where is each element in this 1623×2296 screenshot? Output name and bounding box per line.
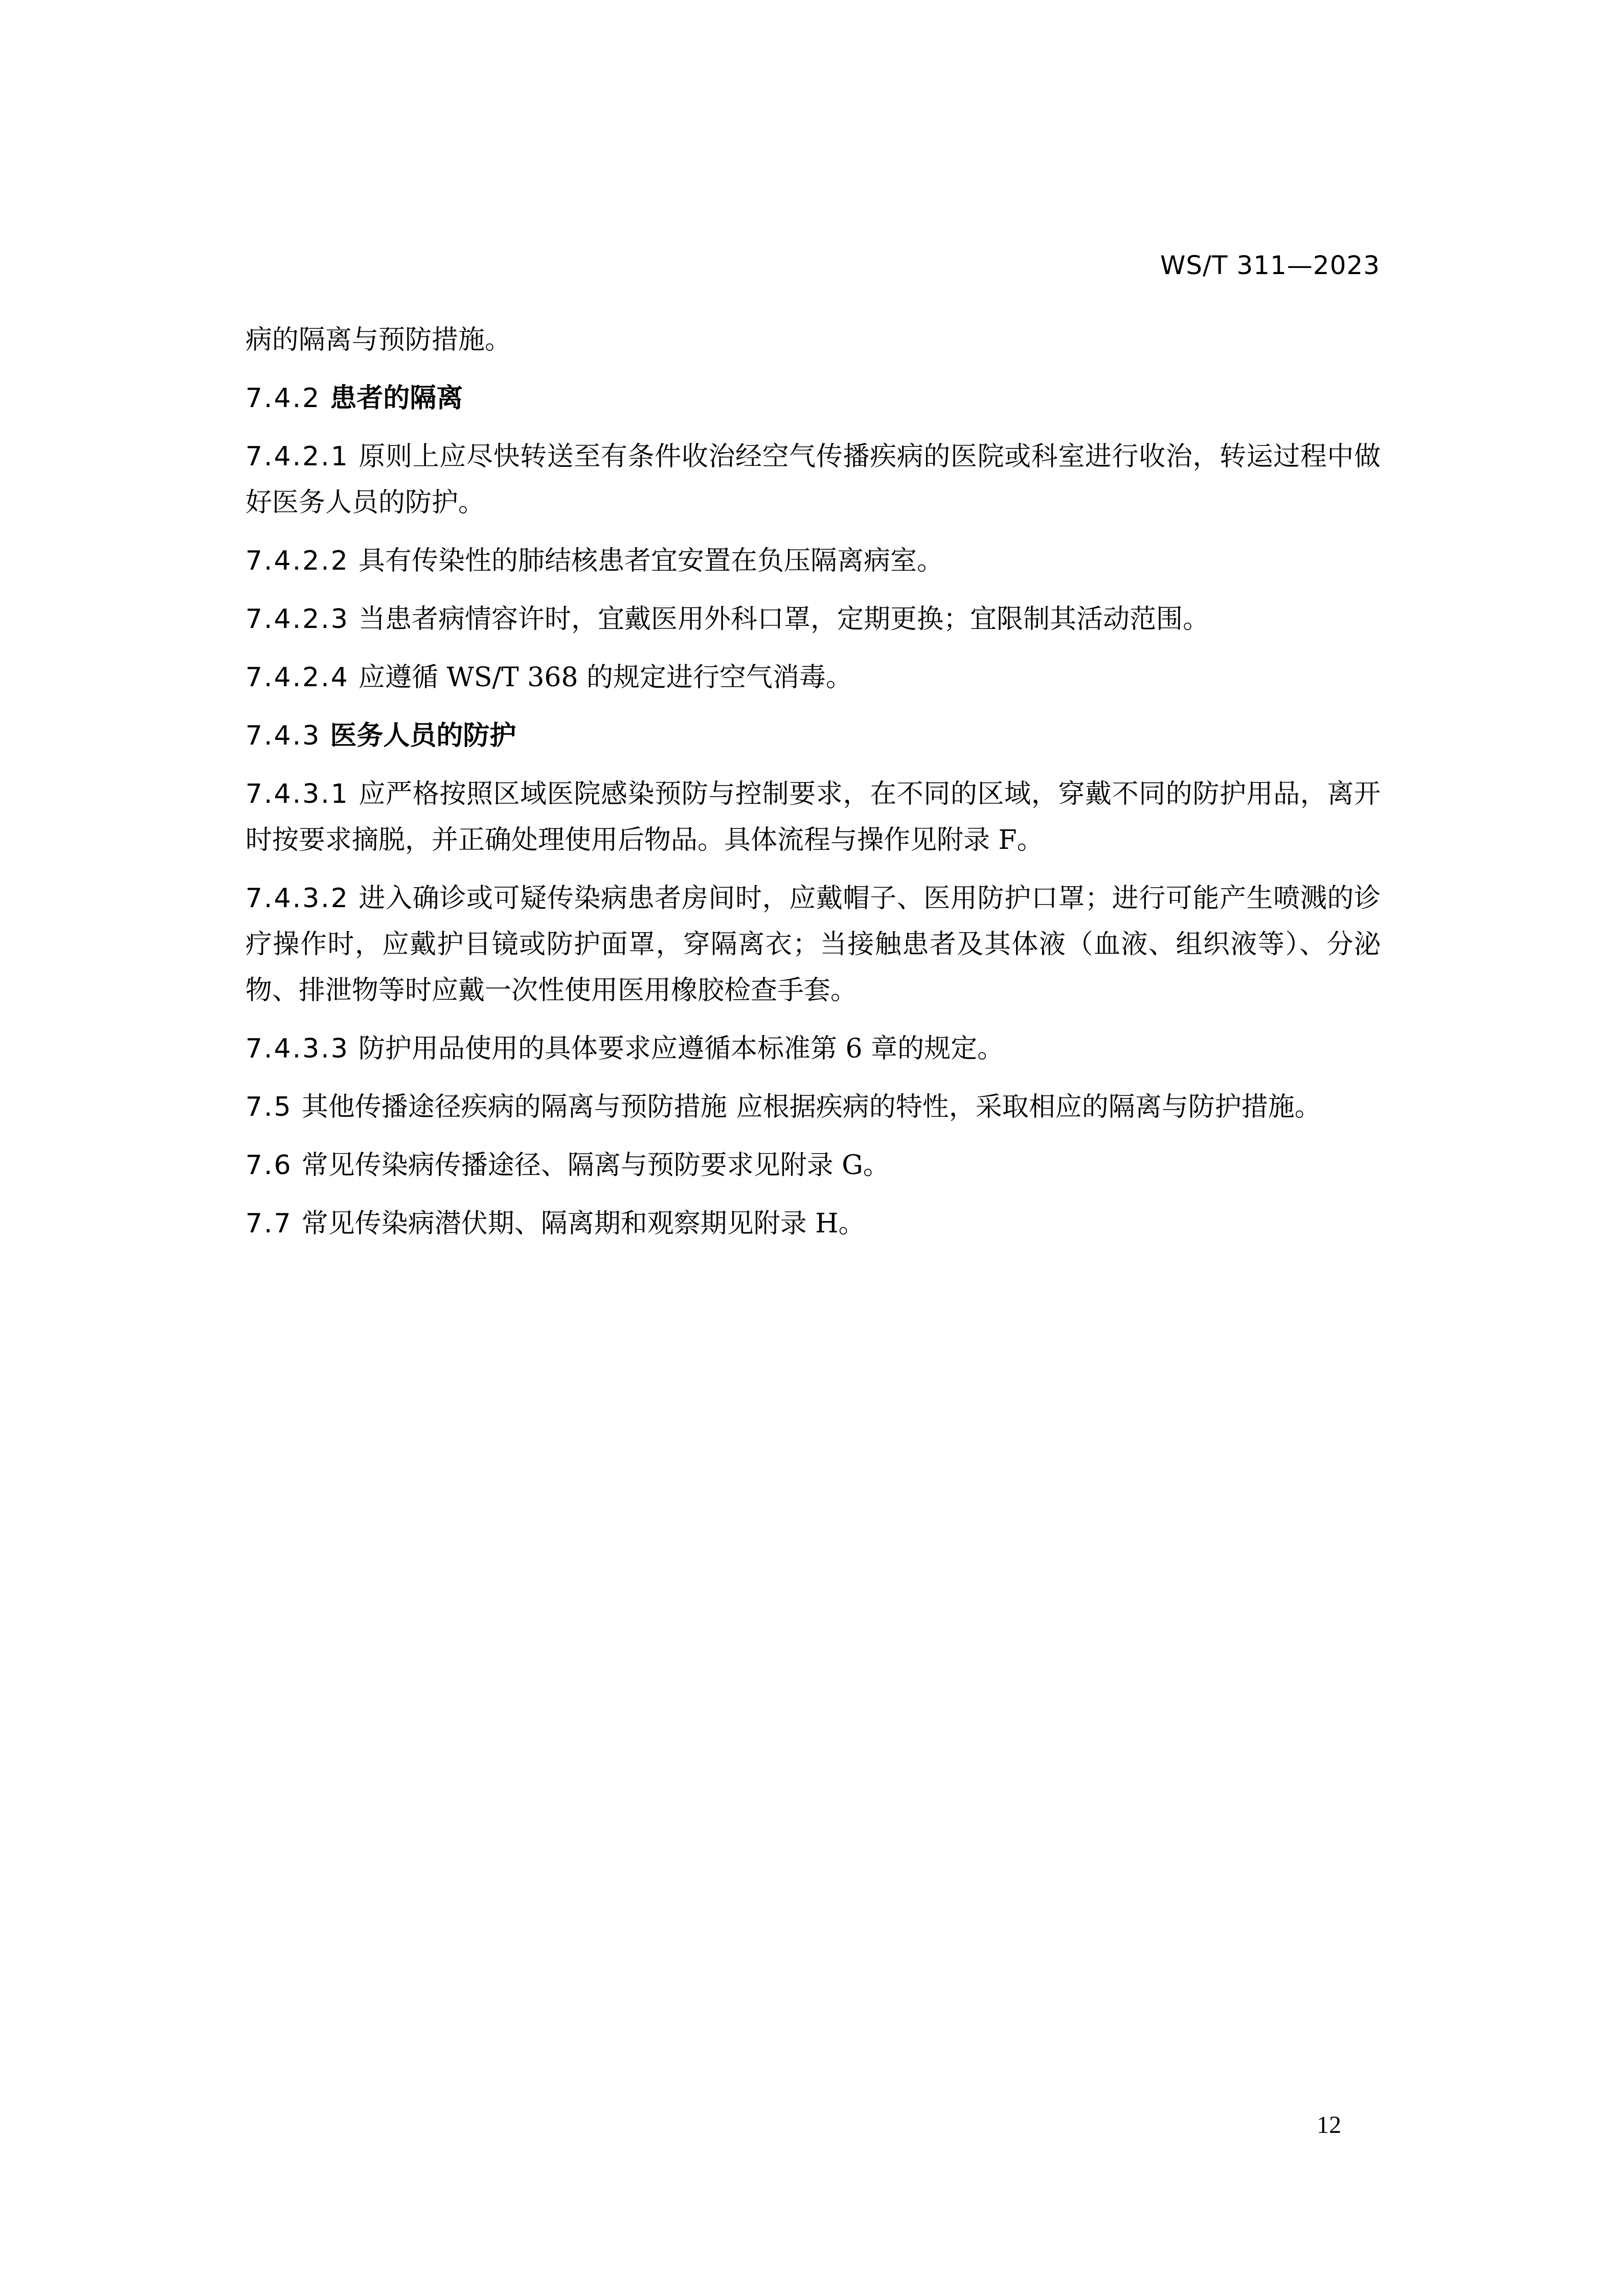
paragraph-text: 病的隔离与预防措施。 [245, 325, 512, 355]
clause-7-4-2-4 [245, 655, 1381, 701]
clause-number: 7.4.2.4 [245, 662, 349, 693]
clause-7-4-3-3 [245, 1026, 1381, 1072]
paragraph-text: 应严格按照区域医院感染预防与控制要求，在不同的区域，穿戴不同的防护用品，离开时按要求摘脱，并正确处理使用后物品。具体流程与操作见附录 F。 [245, 779, 1381, 856]
clause-heading: 其他传播途径疾病的隔离与预防措施 [301, 1092, 727, 1122]
paragraph-text: 当患者病情容许时，宜戴医用外科口罩，定期更换；宜限制其活动范围。 [358, 604, 1209, 635]
clause-heading: 医务人员的防护 [330, 721, 516, 751]
paragraph-text: 原则上应尽快转送至有条件收治经空气传播疾病的医院或科室进行收治，转运过程中做好医务人员的防护。 [245, 441, 1381, 518]
clause-number: 7.4.3 [245, 721, 321, 751]
clause-7-4-3-1 [245, 771, 1381, 863]
paragraph-text: 进入确诊或可疑传染病患者房间时，应戴帽子、医用防护口罩；进行可能产生喷溅的诊疗操作时，应戴护目镜或防护面罩，穿隔离衣；当接触患者及其体液（血液、组织液等）、分泌物、排泄物等时应戴一次性使用医用橡胶检查手套。 [245, 883, 1381, 1006]
paragraph-text: 具有传染性的肺结核患者宜安置在负压隔离病室。 [358, 546, 943, 576]
paragraph-text: 防护用品使用的具体要求应遵循本标准第 6 章的规定。 [358, 1033, 1004, 1064]
clause-heading: 患者的隔离 [330, 383, 463, 414]
clause-number: 7.4.2.1 [245, 441, 349, 472]
clause-number: 7.6 [245, 1150, 292, 1181]
document-body [245, 317, 1381, 1259]
clause-number: 7.4.3.3 [245, 1033, 349, 1064]
paragraph-text: 常见传染病潜伏期、隔离期和观察期见附录 H。 [301, 1208, 865, 1239]
clause-number: 7.4.2.2 [245, 546, 349, 576]
clause-number: 7.4.2.3 [245, 604, 349, 635]
clause-7-4-2-1 [245, 434, 1381, 526]
clause-7-5 [245, 1084, 1381, 1130]
clause-7-4-2-2 [245, 538, 1381, 584]
document-code-header: WS/T 311—2023 [1160, 251, 1380, 280]
paragraph-text: 应遵循 WS/T 368 的规定进行空气消毒。 [358, 662, 853, 693]
clause-7-7 [245, 1201, 1381, 1247]
clause-number: 7.4.3.2 [245, 883, 349, 914]
clause-7-6 [245, 1142, 1381, 1188]
clause-number: 7.4.2 [245, 383, 321, 414]
paragraph-continuation [245, 317, 1381, 363]
clause-7-4-2-3 [245, 596, 1381, 642]
clause-7-4-3-2 [245, 875, 1381, 1014]
clause-number: 7.5 [245, 1092, 292, 1122]
page-number: 12 [1317, 2111, 1341, 2139]
paragraph-text: 应根据疾病的特性，采取相应的隔离与防护措施。 [736, 1092, 1321, 1122]
section-heading-7-4-2 [245, 375, 1381, 421]
clause-number: 7.4.3.1 [245, 779, 349, 809]
clause-number: 7.7 [245, 1208, 292, 1239]
section-heading-7-4-3 [245, 713, 1381, 759]
paragraph-text: 常见传染病传播途径、隔离与预防要求见附录 G。 [301, 1150, 890, 1181]
